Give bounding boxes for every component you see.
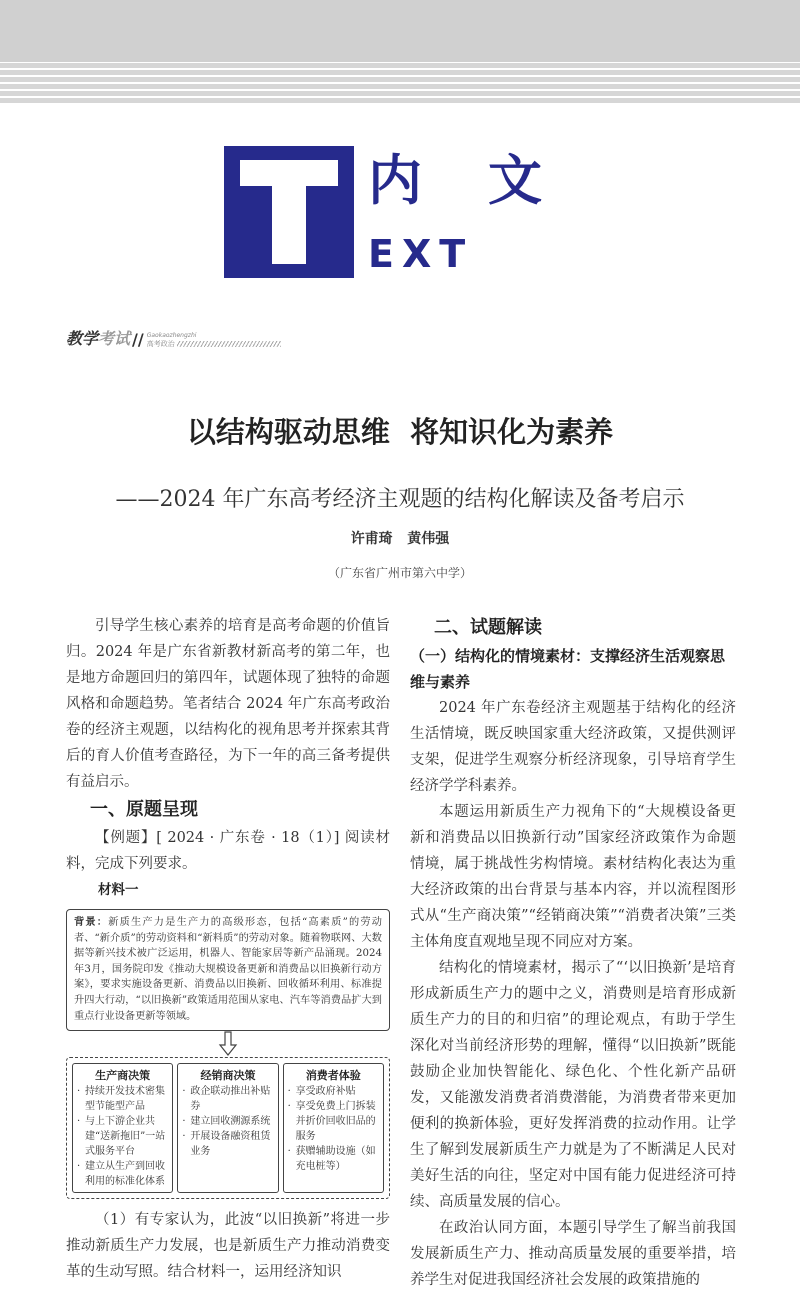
column-pinyin: Gaokaozhengzhi [146,332,197,339]
column-sub: 高考政治 [146,340,175,348]
left-column [66,613,390,1285]
t-logo [224,146,354,278]
flow-column-distributor [177,1063,278,1193]
flow-item: · 建立回收溯源系统 [182,1114,273,1129]
flow-item: · 享受政府补贴 [288,1084,379,1099]
flow-column-title: 生产商决策 [95,1069,151,1083]
paragraph: 本题运用新质生产力视角下的“大规模设备更新和消费品以旧换新行动”国家经济政策作为命题情境，属于挑战性劣构情境。素材结构化表达为重大经济政策的出台背景与基本内容，并以流程图形式从“生产商决策”“经销商决策”“消费者决策”三类主体角度直观地呈现不同应对方案。 [410,804,736,950]
flow-item: · 持续开发技术密集型节能型产品 [77,1084,168,1114]
flow-item: · 开展设备融资租赁业务 [182,1129,273,1159]
down-arrow-icon [66,1031,390,1057]
article-authors: 许甫琦 黄伟强 [350,531,450,547]
subsection-heading-1: （一）结构化的情境素材：支撑经济生活观察思维与素养 [410,647,726,691]
flow-item: · 建立从生产到回收利用的标准化体系 [77,1159,168,1189]
background-label: 背景： [74,917,109,928]
section-heading-2: 二、试题解读 [434,617,542,638]
article-subtitle: ——2024 年广东高考经济主观题的结构化解读及备考启示 [115,487,685,512]
flow-column-title: 消费者体验 [305,1069,361,1083]
column-divider: // [132,330,144,349]
hatch-decoration [177,341,281,347]
article-affiliation: （广东省广州市第六中学） [327,566,472,580]
paragraph: 在政治认同方面，本题引导学生了解当前我国发展新质生产力、推动高质量发展的重要举措，培养学生对促进我国经济社会发展的政策措施的 [410,1220,736,1288]
intro-paragraph: 引导学生核心素养的培育是高考命题的价值旨归。2024 年是广东省新教材新高考的第二年，也是地方命题回归的第四年，试题体现了独特的命题风格和命题趋势。笔者结合 2024 年广东高考政治卷的经济主观题，以结构化的视角思考并探索其背后的育人价值考查路径，为下一年的高三备考提供有益启示。 [66,618,390,790]
flowchart [66,1057,390,1199]
section-heading-1: 一、原题呈现 [90,799,198,820]
flow-item: · 享受免费上门拆装并折价回收旧品的服务 [288,1099,379,1144]
flow-column-title: 经销商决策 [200,1069,256,1083]
masthead-en-title: EXT [368,232,474,276]
column-header [66,326,281,349]
flow-item: · 与上下游企业共建“送新拖旧”一站式服务平台 [77,1114,168,1159]
right-column [410,613,736,1293]
background-text: 新质生产力是生产力的高级形态，包括“高素质”的劳动者、“新介质”的劳动资料和“新料质”的劳动对象。随着物联网、大数据等新兴技术被广泛运用，机器人、智能家居等新产品涌现。2024年3月，国务院印发《推动大规模设备更新和消费品以旧换新行动方案》，要求实施设备更新、消费品以旧换新、回收循环利用、标准提升四大行动，“以旧换新”政策适用范围从家电、汽车等消费品扩大到重点行业设备更新等领域。 [74,917,382,1022]
column-name-accent: 考试 [98,329,131,348]
background-box [66,909,390,1031]
header-band [0,0,800,104]
question-paragraph: （1）有专家认为，此波“以旧换新”将进一步推动新质生产力发展，也是新质生产力推动消费变革的生动写照。结合材料一，运用经济知识 [66,1212,390,1281]
column-name: 教学 [66,329,99,348]
masthead-cn-title: 内文 [368,149,608,212]
flow-item: · 政企联动推出补贴券 [182,1084,273,1114]
paragraph: 结构化的情境素材，揭示了“‘以旧换新’是培育形成新质生产力的题中之义，消费则是培育形成新质生产力的目的和归宿”的理论观点，有助于学生深化对当前经济形势的理解，懂得“以旧换新”既能鼓励企业加快智能化、绿色化、个性化新产品研发，又能激发消费者消费潜能，为消费者带来更加便利的换新体验，更好发挥消费的拉动作用。让学生了解到发展新质生产力就是为了不断满足人民对美好生活的向往，坚定对中国有能力促进经济可持续、高质量发展的信心。 [410,960,736,1210]
flow-column-producer [72,1063,173,1193]
flow-column-consumer [283,1063,384,1193]
example-paragraph: 【例题】[ 2024 · 广东卷 · 18（1）] 阅读材料，完成下列要求。 [66,830,390,872]
material-label: 材料一 [98,882,139,898]
flow-item: · 获赠辅助设施（如充电桩等） [288,1144,379,1174]
article-title: 以结构驱动思维 将知识化为素养 [186,415,614,449]
paragraph: 2024 年广东卷经济主观题基于结构化的经济生活情境，既反映国家重大经济政策，又提供测评支架，促进学生观察分析经济现象，引导培育学生经济学学科素养。 [410,700,736,794]
